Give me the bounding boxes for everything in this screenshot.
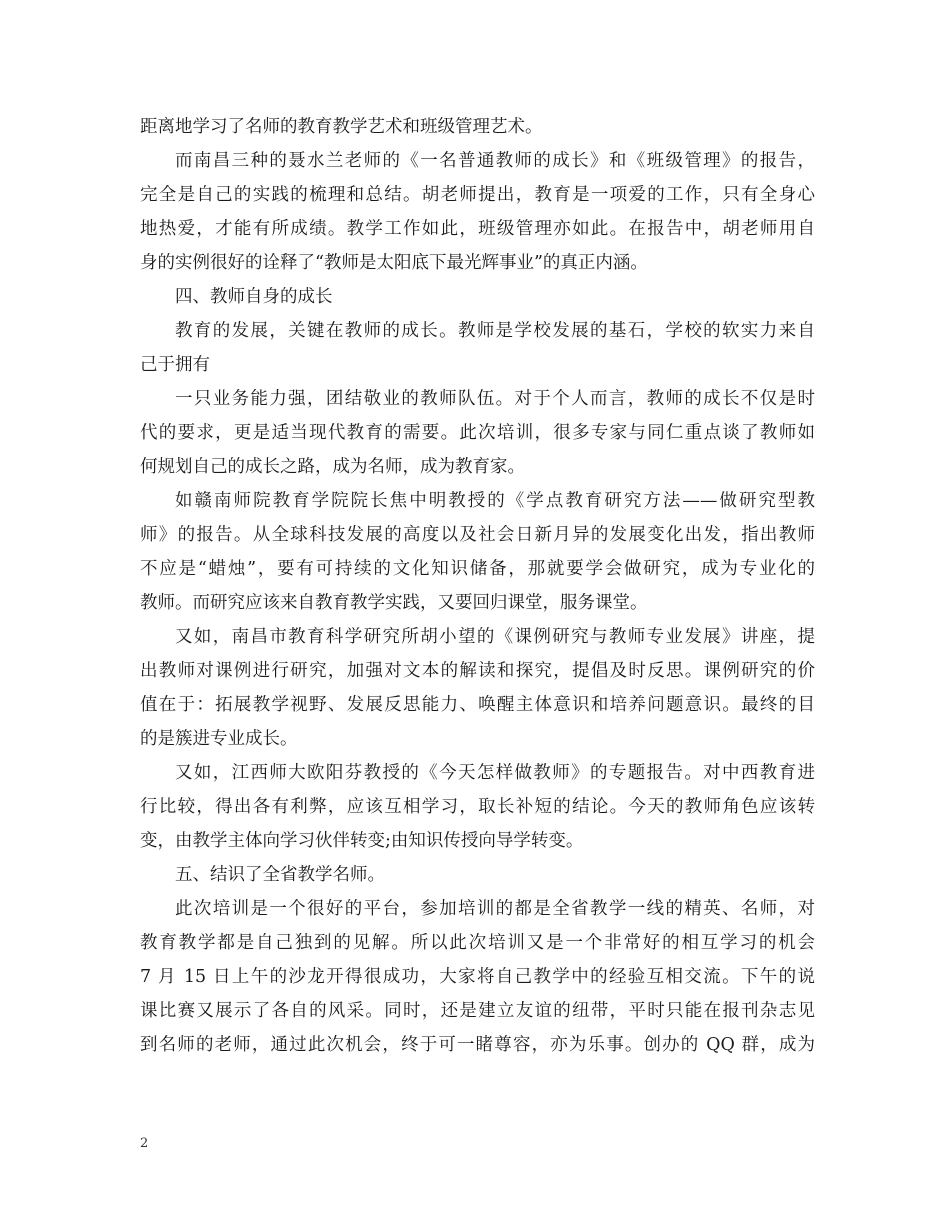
- text-line: 又如，江西师大欧阳芬教授的《今天怎样做教师》的专题报告。对中西教育进: [175, 763, 815, 783]
- text-line: 五、结识了全省教学名师。: [175, 865, 385, 885]
- text-line: 7 月 15 日上午的沙龙开得很成功，大家将自己教学中的经验互相交流。下午的说: [140, 967, 815, 987]
- text-line: 地热爱，才能有所成绩。教学工作如此，班级管理亦如此。在报告中，胡老师用自: [140, 219, 815, 239]
- text-line: 到名师的老师，通过此次机会，终于可一睹尊容，亦为乐事。创办的 QQ 群，成为: [140, 1035, 815, 1055]
- text-line: 代的要求，更是适当现代教育的需要。此次培训，很多专家与同仁重点谈了教师如: [140, 423, 815, 443]
- text-line: 教育的发展，关键在教师的成长。教师是学校发展的基石，学校的软实力来自: [175, 321, 815, 341]
- text-line: 教育教学都是自己独到的见解。所以此次培训又是一个非常好的相互学习的机会: [140, 933, 815, 953]
- text-line: 四、教师自身的成长: [175, 287, 333, 307]
- text-line: 一只业务能力强，团结敬业的教师队伍。对于个人而言，教师的成长不仅是时: [175, 389, 815, 409]
- text-line: 不应是“蜡烛”，要有可持续的文化知识储备，那就要学会做研究，成为专业化的: [140, 559, 815, 579]
- text-line: 如赣南师院教育学院院长焦中明教授的《学点教育研究方法——做研究型教: [175, 491, 815, 511]
- text-line: 此次培训是一个很好的平台，参加培训的都是全省教学一线的精英、名师，对: [175, 899, 815, 919]
- text-line: 何规划自己的成长之路，成为名师，成为教育家。: [140, 457, 525, 477]
- text-line: 身的实例很好的诠释了“教师是太阳底下最光辉事业”的真正内涵。: [140, 253, 648, 273]
- text-line: 的是簇进专业成长。: [140, 729, 298, 749]
- text-line: 距离地学习了名师的教育教学艺术和班级管理艺术。: [140, 117, 543, 137]
- text-line: 又如，南昌市教育科学研究所胡小望的《课例研究与教师专业发展》讲座，提: [175, 627, 815, 647]
- text-line: 教师。而研究应该来自教育教学实践，又要回归课堂，服务课堂。: [140, 593, 648, 613]
- document-body: [140, 110, 815, 1062]
- text-line: 师》的报告。从全球科技发展的高度以及社会日新月异的发展变化出发，指出教师: [140, 525, 815, 545]
- text-line: 变，由教学主体向学习伙伴转变;由知识传授向导学转变。: [140, 831, 584, 851]
- text-line: 值在于：拓展教学视野、发展反思能力、唤醒主体意识和培养问题意识。最终的目: [140, 695, 815, 715]
- text-line: 行比较，得出各有利弊，应该互相学习，取长补短的结论。今天的教师角色应该转: [140, 797, 815, 817]
- text-line: 完全是自己的实践的梳理和总结。胡老师提出，教育是一项爱的工作，只有全身心: [140, 185, 815, 205]
- text-line: 课比赛又展示了各自的风采。同时，还是建立友谊的纽带，平时只能在报刊杂志见: [140, 1001, 815, 1021]
- text-line: 出教师对课例进行研究，加强对文本的解读和探究，提倡及时反思。课例研究的价: [140, 661, 815, 681]
- text-line: 而南昌三种的聂水兰老师的《一名普通教师的成长》和《班级管理》的报告，: [175, 151, 815, 171]
- page-number: 2: [140, 1136, 149, 1151]
- text-line: 己于拥有: [140, 355, 210, 375]
